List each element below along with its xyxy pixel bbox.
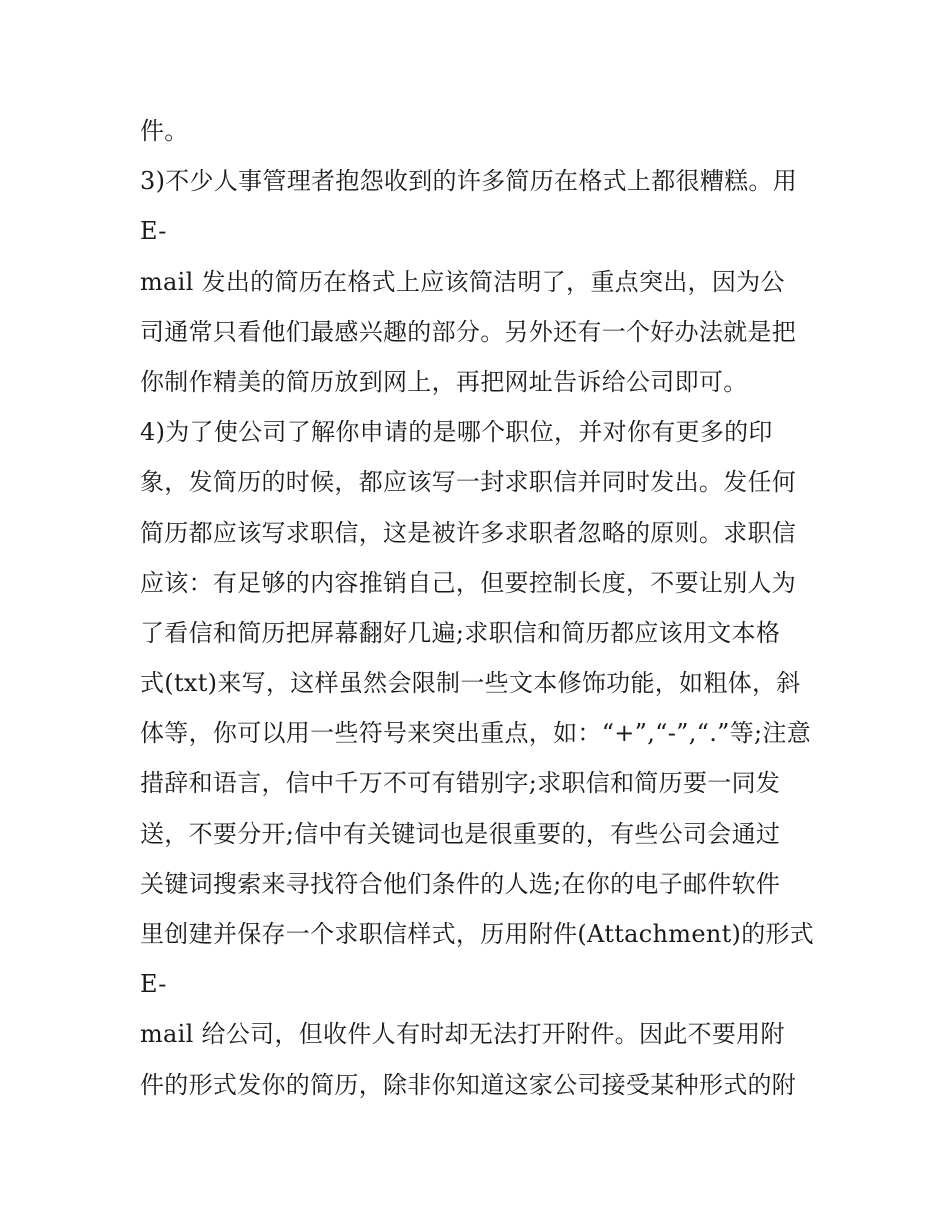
text-line: 里创建并保存一个求职信样式，历用附件(Attachment)的形式: [140, 920, 815, 948]
text-line: 送，不要分开;信中有关键词也是很重要的，有些公司会通过: [140, 819, 781, 848]
text-line: E-: [140, 970, 167, 999]
text-line: 件的形式发你的简历，除非你知道这家公司接受某种形式的附: [140, 1070, 797, 1099]
text-line: 司通常只看他们最感兴趣的部分。另外还有一个好办法就是把: [140, 317, 797, 346]
text-line: mail 给公司，但收件人有时却无法打开附件。因此不要用附: [140, 1020, 785, 1049]
text-line: mail 发出的简历在格式上应该简洁明了，重点突出，因为公: [140, 267, 785, 296]
text-line: 简历都应该写求职信，这是被许多求职者忽略的原则。求职信: [140, 518, 797, 547]
text-line: 3)不少人事管理者抱怨收到的许多简历在格式上都很糟糕。用: [140, 167, 798, 196]
text-line: E-: [140, 217, 167, 246]
document-body: [140, 106, 820, 1110]
text-line: 措辞和语言，信中千万不可有错别字;求职信和简历要一同发: [140, 769, 781, 798]
text-line: 关键词搜索来寻找符合他们条件的人选;在你的电子邮件软件: [140, 869, 781, 898]
text-line: 件。: [140, 117, 189, 145]
text-line: 了看信和简历把屏幕翻好几遍;求职信和简历都应该用文本格: [140, 618, 781, 647]
text-line: 式(txt)来写，这样虽然会限制一些文本修饰功能，如粗体，斜: [140, 669, 801, 698]
text-line: 4)为了使公司了解你申请的是哪个职位，并对你有更多的印: [140, 418, 773, 447]
text-line: 应该：有足够的内容推销自己，但要控制长度，不要让别人为: [140, 568, 797, 597]
text-line: 象，发简历的时候，都应该写一封求职信并同时发出。发任何: [140, 468, 797, 497]
text-line: 体等，你可以用一些符号来突出重点，如：“+”,“-”,“.”等;注意: [140, 719, 812, 748]
text-line: 你制作精美的简历放到网上，再把网址告诉给公司即可。: [140, 367, 748, 396]
